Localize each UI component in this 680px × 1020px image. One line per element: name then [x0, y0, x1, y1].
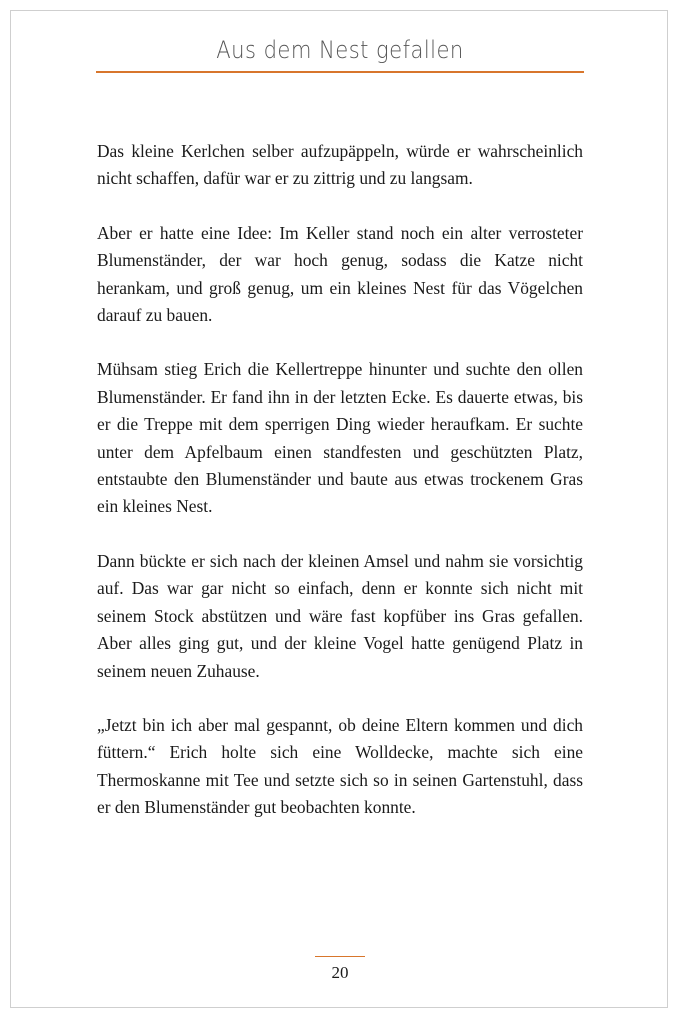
body-text — [97, 138, 583, 822]
footer-rule — [315, 956, 365, 957]
page-number: 20 — [331, 963, 349, 982]
paragraph-5: „Jetzt bin ich aber mal gespannt, ob deine Eltern kommen und dich füttern.“ Erich holte sich eine Wolldecke, machte sich eine Thermoskanne mit Tee und setzte sich so in seinen Gartenstuhl, dass er den Blumenständer gut beobachten konnte. — [97, 714, 583, 818]
paragraph-3: Mühsam stieg Erich die Kellertreppe hinunter und suchte den ollen Blumenständer. Er fand ihn in der letzten Ecke. Es dauerte etwas, bis er die Treppe mit dem sperrigen Ding wieder heraufkam. Er suchte unter dem Apfelbaum einen standfesten und geschützten Platz, entstaubte den Blumenständer und baute aus etwas trockenem Gras ein kleines Nest. — [97, 359, 583, 517]
paragraph-4: Dann bückte er sich nach der kleinen Amsel und nahm sie vorsichtig auf. Das war gar nicht so einfach, denn er konnte sich nicht mit seinem Stock abstützen und wäre fast kopfüber ins Gras gefallen. Aber alles ging gut, und der kleine Vogel hatte genügend Platz in seinem neuen Zuhause. — [97, 550, 583, 681]
running-header-title: Aus dem Nest gefallen — [216, 36, 464, 64]
paragraph-1: Das kleine Kerlchen selber aufzupäppeln, würde er wahrscheinlich nicht schaffen, dafür war er zu zittrig und zu langsam. — [97, 141, 583, 189]
header-rule — [96, 71, 584, 73]
paragraph-2: Aber er hatte eine Idee: Im Keller stand noch ein alter verrosteter Blumenständer, der war hoch genug, sodass die Katze nicht herankam, und groß genug, um ein kleines Nest für das Vögelchen darauf zu bauen. — [97, 222, 583, 326]
